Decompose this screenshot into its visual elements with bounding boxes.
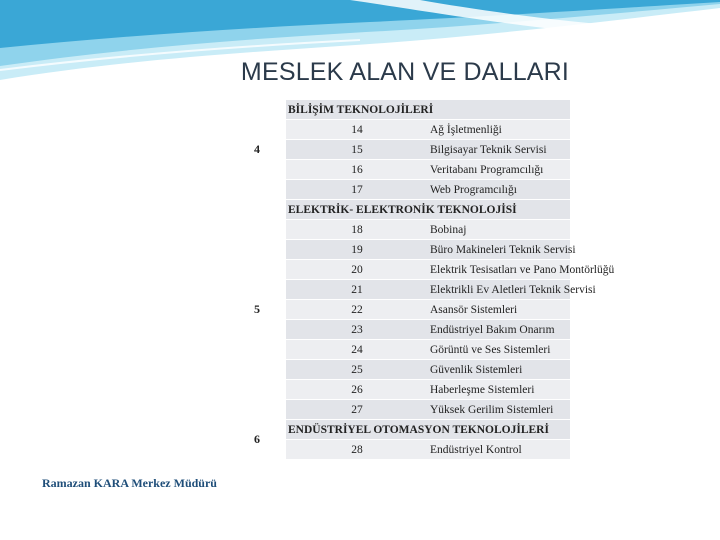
row-number: 25 <box>286 360 428 380</box>
section-header: ELEKTRİK- ELEKTRONİK TEKNOLOJİSİ <box>286 200 570 220</box>
section-header-row <box>228 100 570 120</box>
row-number: 17 <box>286 180 428 200</box>
row-name: Bobinaj <box>428 220 570 240</box>
row-name: Asansör Sistemleri <box>428 300 570 320</box>
row-number: 18 <box>286 220 428 240</box>
row-name: Haberleşme Sistemleri <box>428 380 570 400</box>
section-header-row <box>228 200 570 220</box>
row-name: Veritabanı Programcılığı <box>428 160 570 180</box>
row-name: Web Programcılığı <box>428 180 570 200</box>
row-number: 27 <box>286 400 428 420</box>
section-header: ENDÜSTRİYEL OTOMASYON TEKNOLOJİLERİ <box>286 420 570 440</box>
row-name: Bilgisayar Teknik Servisi <box>428 140 570 160</box>
page-title: MESLEK ALAN VE DALLARI <box>240 58 570 86</box>
row-name: Elektrikli Ev Aletleri Teknik Servisi <box>428 280 570 300</box>
row-number: 19 <box>286 240 428 260</box>
row-name: Güvenlik Sistemleri <box>428 360 570 380</box>
section-header: BİLİŞİM TEKNOLOJİLERİ <box>286 100 570 120</box>
row-number: 26 <box>286 380 428 400</box>
row-name: Elektrik Tesisatları ve Pano Montörlüğü <box>428 260 570 280</box>
row-number: 21 <box>286 280 428 300</box>
row-name: Endüstriyel Kontrol <box>428 440 570 460</box>
programs-table <box>228 100 615 460</box>
row-name: Yüksek Gerilim Sistemleri <box>428 400 570 420</box>
row-number: 20 <box>286 260 428 280</box>
footer-author: Ramazan KARA Merkez Müdürü <box>42 476 217 490</box>
row-name: Büro Makineleri Teknik Servisi <box>428 240 570 260</box>
group-number: 4 <box>228 100 286 200</box>
row-number: 22 <box>286 300 428 320</box>
row-number: 15 <box>286 140 428 160</box>
group-number: 6 <box>228 420 286 460</box>
row-number: 24 <box>286 340 428 360</box>
row-number: 28 <box>286 440 428 460</box>
group-number: 5 <box>228 200 286 420</box>
row-number: 23 <box>286 320 428 340</box>
row-number: 14 <box>286 120 428 140</box>
row-name: Endüstriyel Bakım Onarım <box>428 320 570 340</box>
row-name: Görüntü ve Ses Sistemleri <box>428 340 570 360</box>
row-name: Ağ İşletmenliği <box>428 120 570 140</box>
section-header-row <box>228 420 570 440</box>
row-number: 16 <box>286 160 428 180</box>
